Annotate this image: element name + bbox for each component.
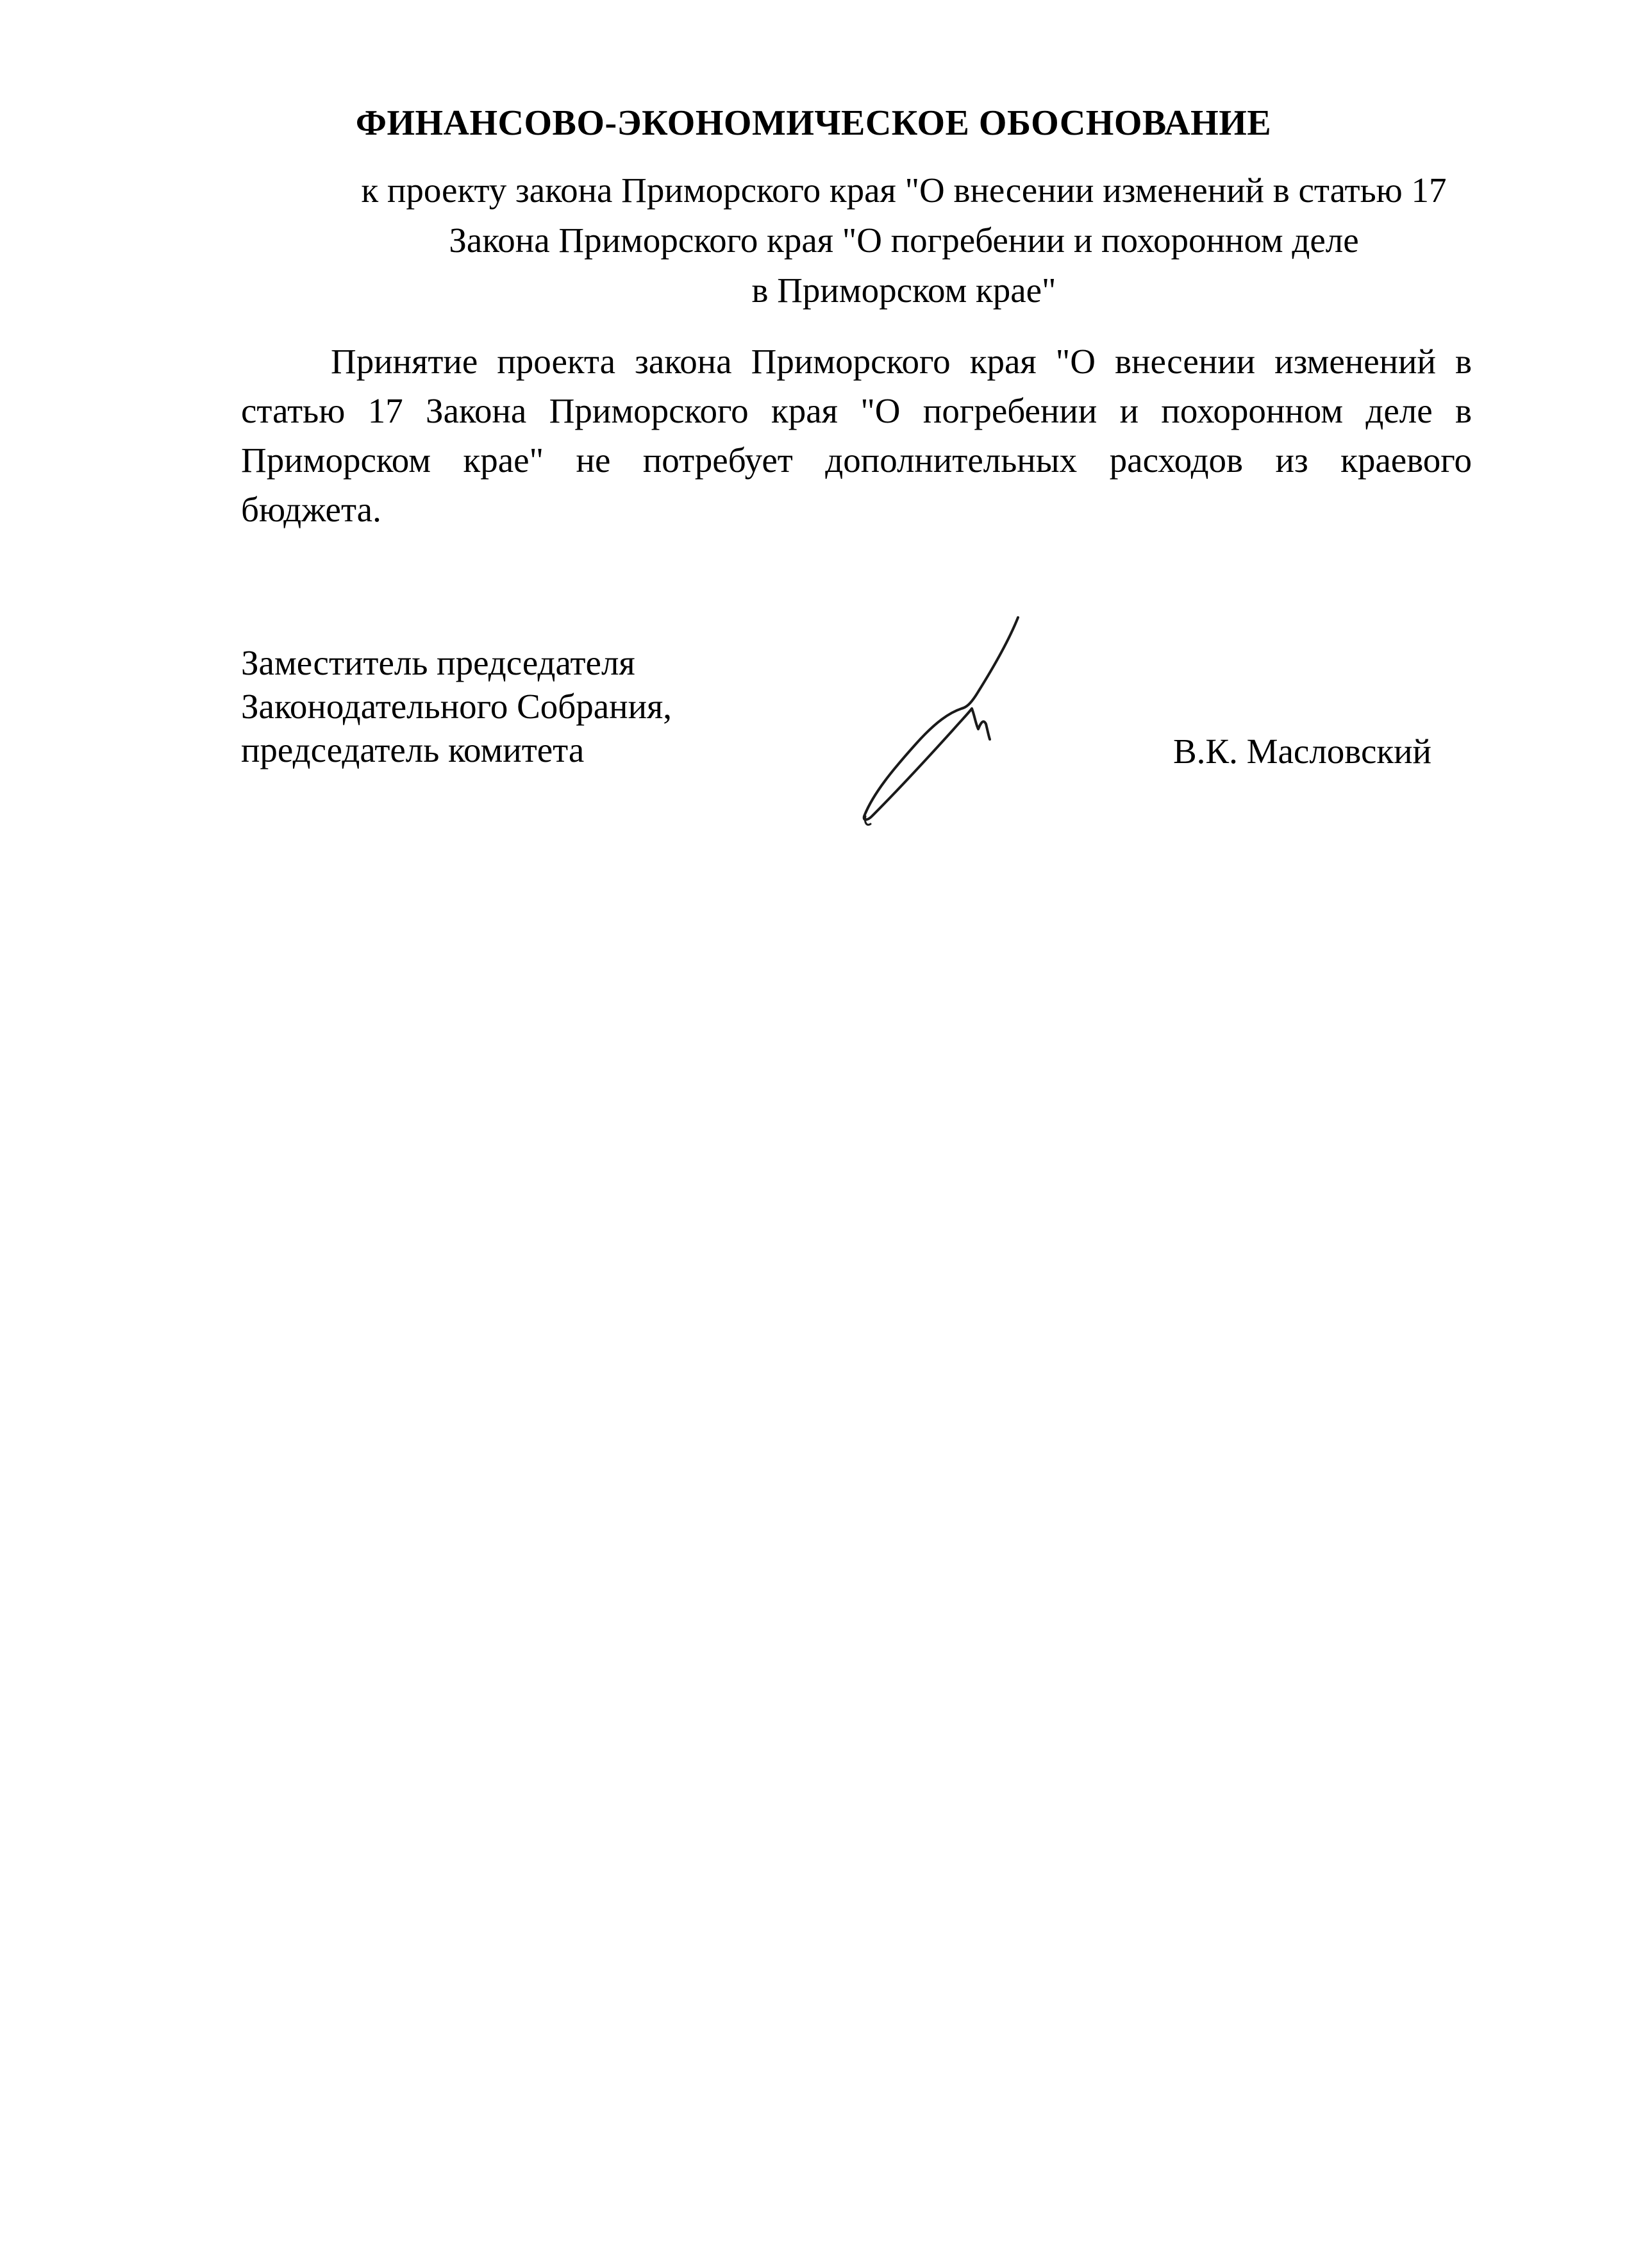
subtitle-line: в Приморском крае": [751, 271, 1056, 310]
signatory-position-line: Законодательного Собрания,: [241, 687, 672, 726]
signatory-position-line: председатель комитета: [241, 730, 585, 769]
subtitle-line: Закона Приморского края "О погребении и похоронном деле: [449, 221, 1359, 260]
signatory-position-line: Заместитель председателя: [241, 643, 635, 682]
signatory-name: В.К. Масловский: [1173, 732, 1431, 771]
body-line: статью 17 Закона Приморского края "О погребении и похоронном деле в: [241, 391, 1472, 430]
document-title: ФИНАНСОВО-ЭКОНОМИЧЕСКОЕ ОБОСНОВАНИЕ: [355, 103, 1272, 143]
subtitle-line: к проекту закона Приморского края "О внесении изменений в статью 17: [361, 171, 1447, 210]
signatory-position: [241, 641, 672, 772]
handwritten-signature: [840, 612, 1032, 830]
body-line: Принятие проекта закона Приморского края "О внесении изменений в: [331, 342, 1472, 381]
body-line: Приморском крае" не потребует дополнительных расходов из краевого: [241, 441, 1472, 480]
body-line: бюджета.: [241, 490, 381, 529]
body-paragraph: [241, 337, 1472, 534]
document-subtitle: [308, 165, 1500, 315]
